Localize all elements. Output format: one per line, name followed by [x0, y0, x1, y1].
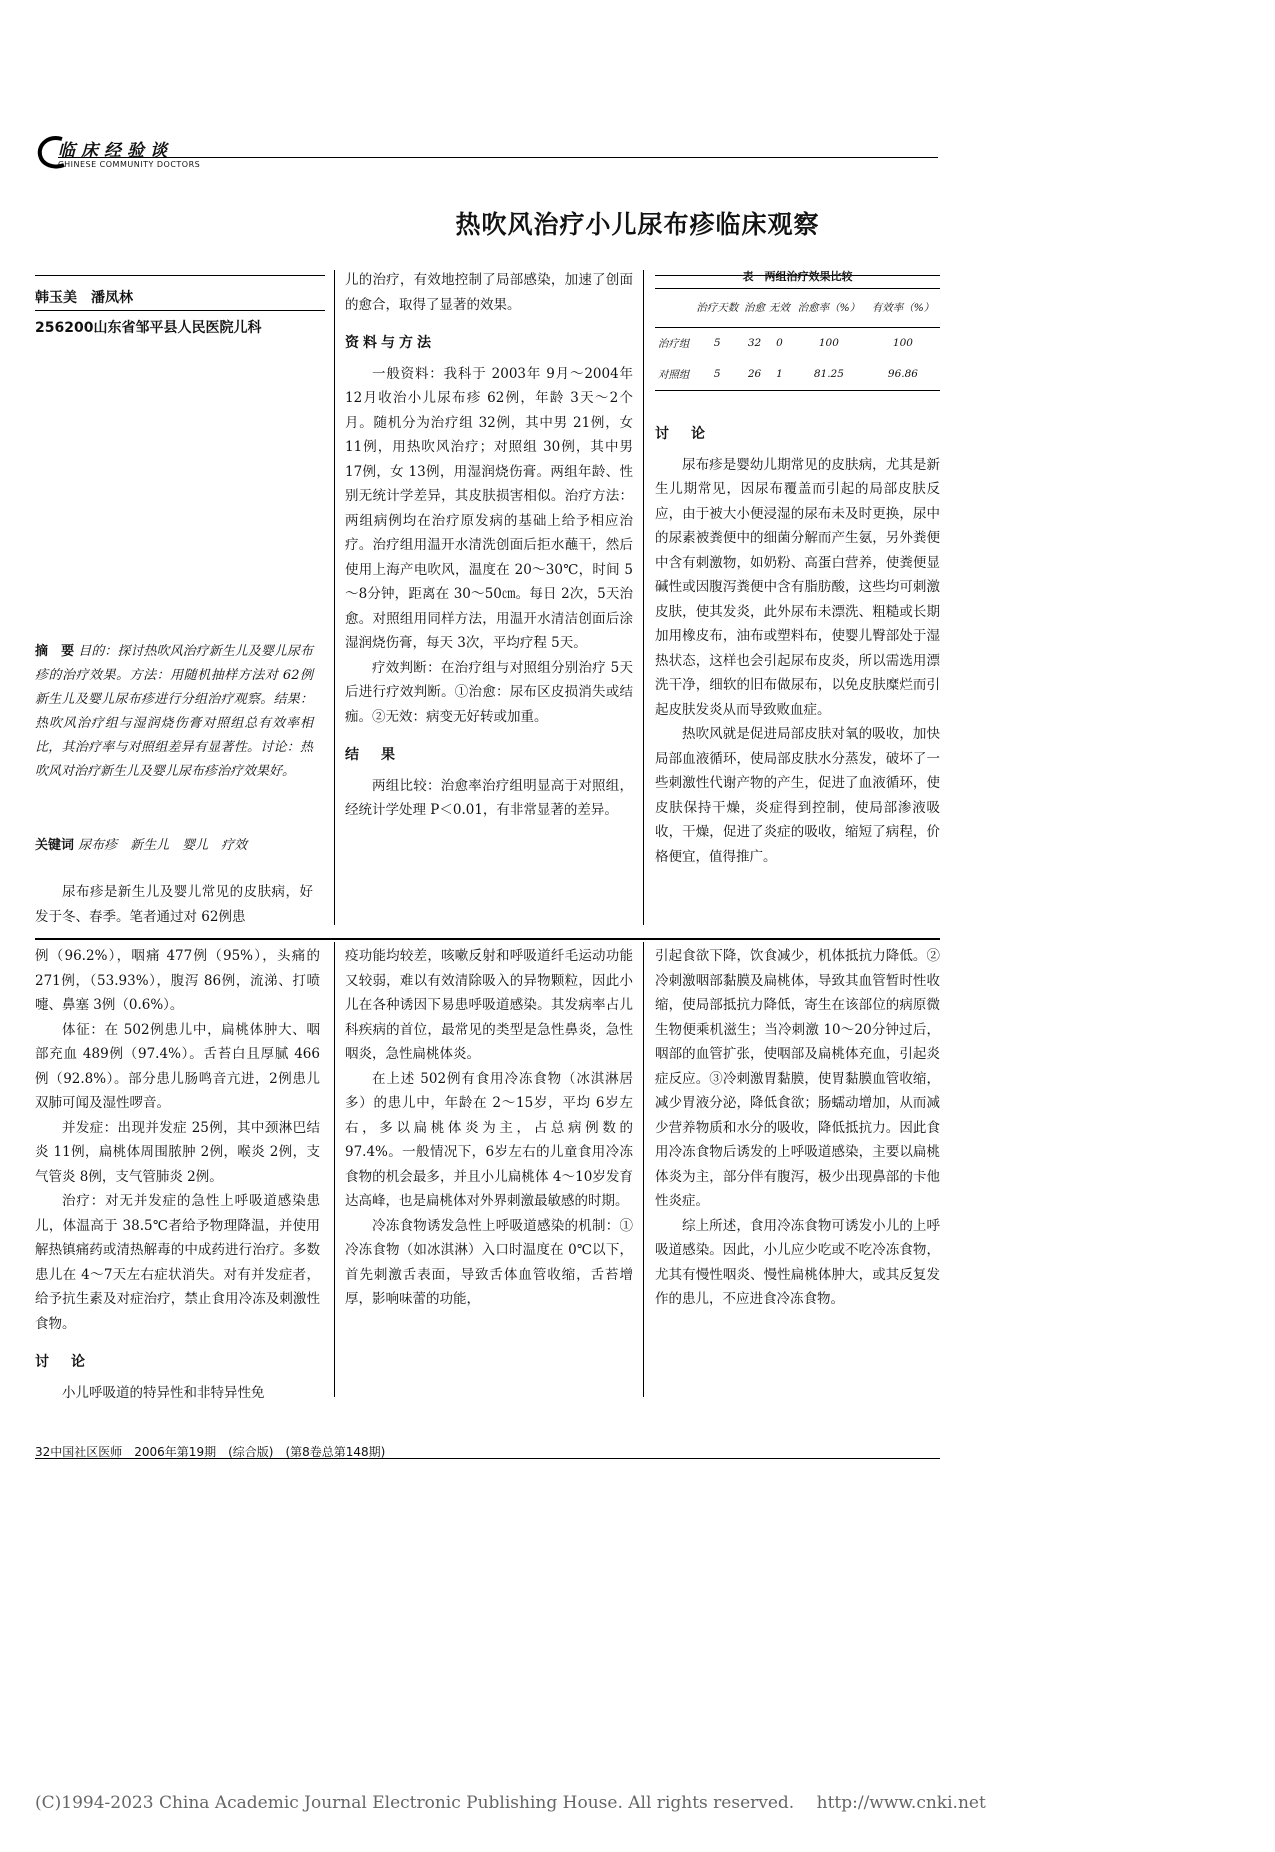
table-cell: 32	[747, 337, 762, 349]
footer-rule	[35, 1458, 940, 1459]
col2-paragraph-1: 一般资料：我科于 2003年 9月～2004年 12月收治小儿尿布疹 62例，年龄 3天～2个月。随机分为治疗组 32例，其中男 21例，女 11例，用热吹风治疗；对照组 30例，其中男 17例，女 13例，用湿润烧伤膏。两组年龄、性别无统计学差异，其皮肤损害相似。治疗方法：两组病例均在治疗原发病的基础上给予相应治疗。治疗组用温开水清洗创面后拒水蘸干，然后使用上海产电吹风，温度在 20～30℃，时间 5～8分钟，距离在 30～50㎝。每日 2次，5天治愈。对照组用同样方法，用温开水清洁创面后涂湿润烧伤膏，每天 3次，平均疗程 5天。	[345, 365, 633, 651]
table-cell: 治疗组	[657, 337, 690, 350]
table-cell: 26	[747, 368, 762, 380]
lower-col1-paragraph-3: 并发症：出现并发症 25例，其中颈淋巴结炎 11例，扁桃体周围脓肿 2例，喉炎 2例，支气管炎 8例，支气管肺炎 2例。	[35, 1119, 320, 1185]
rule-left-top	[35, 275, 325, 276]
results-table	[655, 288, 940, 391]
heading-discussion: 讨 论	[655, 426, 709, 442]
col3-paragraph-2: 热吹风就是促进局部皮肤对氧的吸收，加快局部血液循环，使局部皮肤水分蒸发，破坏了一些刺激性代谢产物的产生，促进了血液循环，使皮肤保持干燥，炎症得到控制，使局部渗液吸收，干燥，促进了炎症的吸收，缩短了病程，价格便宜，值得推广。	[655, 726, 940, 865]
table-row	[655, 328, 940, 359]
lower-col1-paragraph-5: 小儿呼吸道的特异性和非特异性免	[62, 1384, 265, 1401]
keywords-label: 关键词	[35, 838, 75, 853]
lower-col2-paragraph-3: 冷冻食物诱发急性上呼吸道感染的机制：①冷冻食物（如冰淇淋）入口时温度在 0℃以下，首先刺激舌表面，导致舌体血管收缩，舌苔增厚，影响味蕾的功能，	[345, 1217, 633, 1307]
lower-column-2	[345, 944, 633, 1312]
table-cell: 100	[892, 337, 913, 349]
lower-col1-paragraph-2: 体征：在 502例患儿中，扁桃体肿大、咽部充血 489例（97.4%）。舌苔白且厚腻 466例（92.8%）。部分患儿肠鸣音亢进，2例患儿双肺可闻及湿性啰音。	[35, 1021, 320, 1111]
lower-col2-paragraph-1: 疫功能均较差，咳嗽反射和呼吸道纤毛运动功能又较弱，难以有效清除吸入的异物颗粒，因此小儿在各种诱因下易患呼吸道感染。其发病率占儿科疾病的首位，最常见的类型是急性鼻炎，急性咽炎，急性扁桃体炎。	[345, 948, 633, 1062]
lower-heading-discussion: 讨 论	[35, 1354, 89, 1370]
col2-intro: 儿的治疗，有效地控制了局部感染，加速了创面的愈合，取得了显著的效果。	[345, 272, 633, 313]
article-authors: 韩玉美 潘凤林	[35, 290, 133, 306]
table-cell: 96.86	[887, 368, 918, 380]
table-cell: 100	[818, 337, 839, 349]
column-3	[655, 408, 940, 869]
table-header-cell: 治愈	[744, 302, 766, 315]
lower-column-1	[35, 944, 320, 1405]
column-divider-2	[643, 270, 644, 925]
table-cell: 对照组	[657, 368, 690, 381]
table-grid	[655, 289, 940, 390]
lower-col2-paragraph-2: 在上述 502例有食用冷冻食物（冰淇淋居多）的患儿中，年龄在 2～15岁，平均 6岁左右，多以扁桃体炎为主，占总病例数的 97.4%。一般情况下，6岁左右的儿童食用冷冻食物的机会最多，并且小儿扁桃体 4～10岁发育达高峰，也是扁桃体对外界刺激最敏感的时期。	[345, 1070, 633, 1209]
table-header-cell: 治愈率（%）	[797, 302, 861, 315]
lower-column-3	[655, 944, 940, 1312]
intro-paragraph: 尿布疹是新生儿及婴儿常见的皮肤病，好发于冬、春季。笔者通过对 62例患	[35, 884, 313, 925]
col2-paragraph-3: 两组比较：治愈率治疗组明显高于对照组，经统计学处理 P＜0.01，有非常显著的差异。	[345, 777, 633, 818]
abstract-text: 目的：探讨热吹风治疗新生儿及婴儿尿布疹的治疗效果。方法：用随机抽样方法对 62例新生儿及婴儿尿布疹进行分组治疗观察。结果：热吹风治疗组与湿润烧伤膏对照组总有效率相比，其治疗率与对照组差异有显著性。讨论：热吹风对治疗新生儿及婴儿尿布疹治疗效果好。	[35, 644, 313, 779]
header-rule	[58, 157, 938, 158]
copyright-notice: (C)1994-2023 China Academic Journal Electronic Publishing House. All rights reserved. http://www.cnki.net	[35, 1793, 986, 1813]
table-cell: 5	[713, 368, 721, 380]
table-header-row	[655, 289, 940, 327]
col3-paragraph-1: 尿布疹是婴幼儿期常见的皮肤病，尤其是新生儿期常见，因尿布覆盖而引起的局部皮肤反应，由于被大小便浸湿的尿布未及时更换，尿中的尿素被粪便中的细菌分解而产生氨，另外粪便中含有刺激物，如奶粉、高蛋白营养，使粪便显碱性或因腹泻粪便中含有脂肪酸，这些均可刺激皮肤，使其发炎，此外尿布未漂洗、粗糙或长期加用橡皮布，油布或塑料布，使婴儿臀部处于湿热状态，这样也会引起尿布皮炎，所以需选用漂洗干净，细软的旧布做尿布，以免皮肤糜烂而引起皮肤发炎从而导致败血症。	[655, 456, 940, 718]
heading-methods: 资料与方法	[345, 335, 435, 351]
abstract-label: 摘 要	[35, 644, 75, 659]
table-header-cell	[655, 289, 692, 327]
col2-paragraph-2: 疗效判断：在治疗组与对照组分别治疗 5天后进行疗效判断。①治愈：尿布区皮损消失或结痂。②无效：病变无好转或加重。	[345, 659, 633, 725]
table-caption: 表 两组治疗效果比较	[742, 270, 853, 283]
lower-col1-paragraph-4: 治疗：对无并发症的急性上呼吸道感染患儿，体温高于 38.5℃者给予物理降温，并使用解热镇痛药或清热解毒的中成药进行治疗。多数患儿在 4～7天左右症状消失。对有并发症者，给予抗生素及对症治疗，禁止食用冷冻及刺激性食物。	[35, 1193, 320, 1332]
abstract	[35, 640, 313, 784]
lower-divider-2	[643, 942, 644, 1397]
table-header-cell: 有效率（%）	[871, 302, 935, 315]
table-header-cell: 治疗天数	[696, 302, 739, 315]
lower-col3-paragraph-2: 综上所述，食用冷冻食物可诱发小儿的上呼吸道感染。因此，小儿应少吃或不吃冷冻食物，尤其有慢性咽炎、慢性扁桃体肿大，或其反复发作的患儿，不应进食冷冻食物。	[655, 1217, 940, 1307]
heading-results: 结 果	[345, 747, 399, 763]
section-subtitle: CHINESE COMMUNITY DOCTORS	[58, 160, 201, 169]
table-row	[655, 359, 940, 390]
lower-divider-1	[334, 942, 335, 1397]
article-title: 热吹风治疗小儿尿布疹临床观察	[455, 210, 820, 239]
table-bottom-rule	[655, 390, 940, 391]
rule-authors	[35, 310, 325, 311]
table-cell: 1	[776, 368, 783, 380]
section-title: 临床经验谈	[58, 141, 173, 161]
table-header-cell: 无效	[768, 302, 790, 315]
lower-col3-paragraph-1: 引起食欲下降，饮食减少，机体抵抗力降低。②冷刺激咽部黏膜及扁桃体，导致其血管暂时性收缩，使局部抵抗力降低，寄生在该部位的病原微生物便乘机滋生；当冷刺激 10～20分钟过后，咽部的血管扩张，使咽部及扁桃体充血，引起炎症反应。③冷刺激胃黏膜，使胃黏膜血管收缩，减少胃液分泌，降低食欲；肠蠕动增加，从而减少营养物质和水分的吸收，降低抵抗力。因此食用冷冻食物后诱发的上呼吸道感染，主要以扁桃体炎为主，部分伴有腹泻，极少出现鼻部的卡他性炎症。	[655, 948, 940, 1209]
keywords	[35, 834, 325, 858]
column-divider-1	[334, 270, 335, 925]
lower-col1-paragraph-1: 例（96.2%），咽痛 477例（95%），头痛的 271例，（53.93%），腹泻 86例，流涕、打喷嚏、鼻塞 3例（0.6%）。	[35, 948, 320, 1013]
table-cell: 5	[713, 337, 721, 349]
page-footer: 32中国社区医师 2006年第19期 (综合版) (第8卷总第148期)	[35, 1445, 386, 1459]
column-2	[345, 268, 633, 823]
article-affiliation: 256200山东省邹平县人民医院儿科	[35, 320, 262, 336]
column-1-intro	[35, 880, 313, 929]
article-separator	[35, 938, 940, 940]
table-cell: 81.25	[813, 368, 844, 380]
keywords-text: 尿布疹 新生儿 婴儿 疗效	[78, 838, 248, 853]
table-cell: 0	[776, 337, 783, 349]
